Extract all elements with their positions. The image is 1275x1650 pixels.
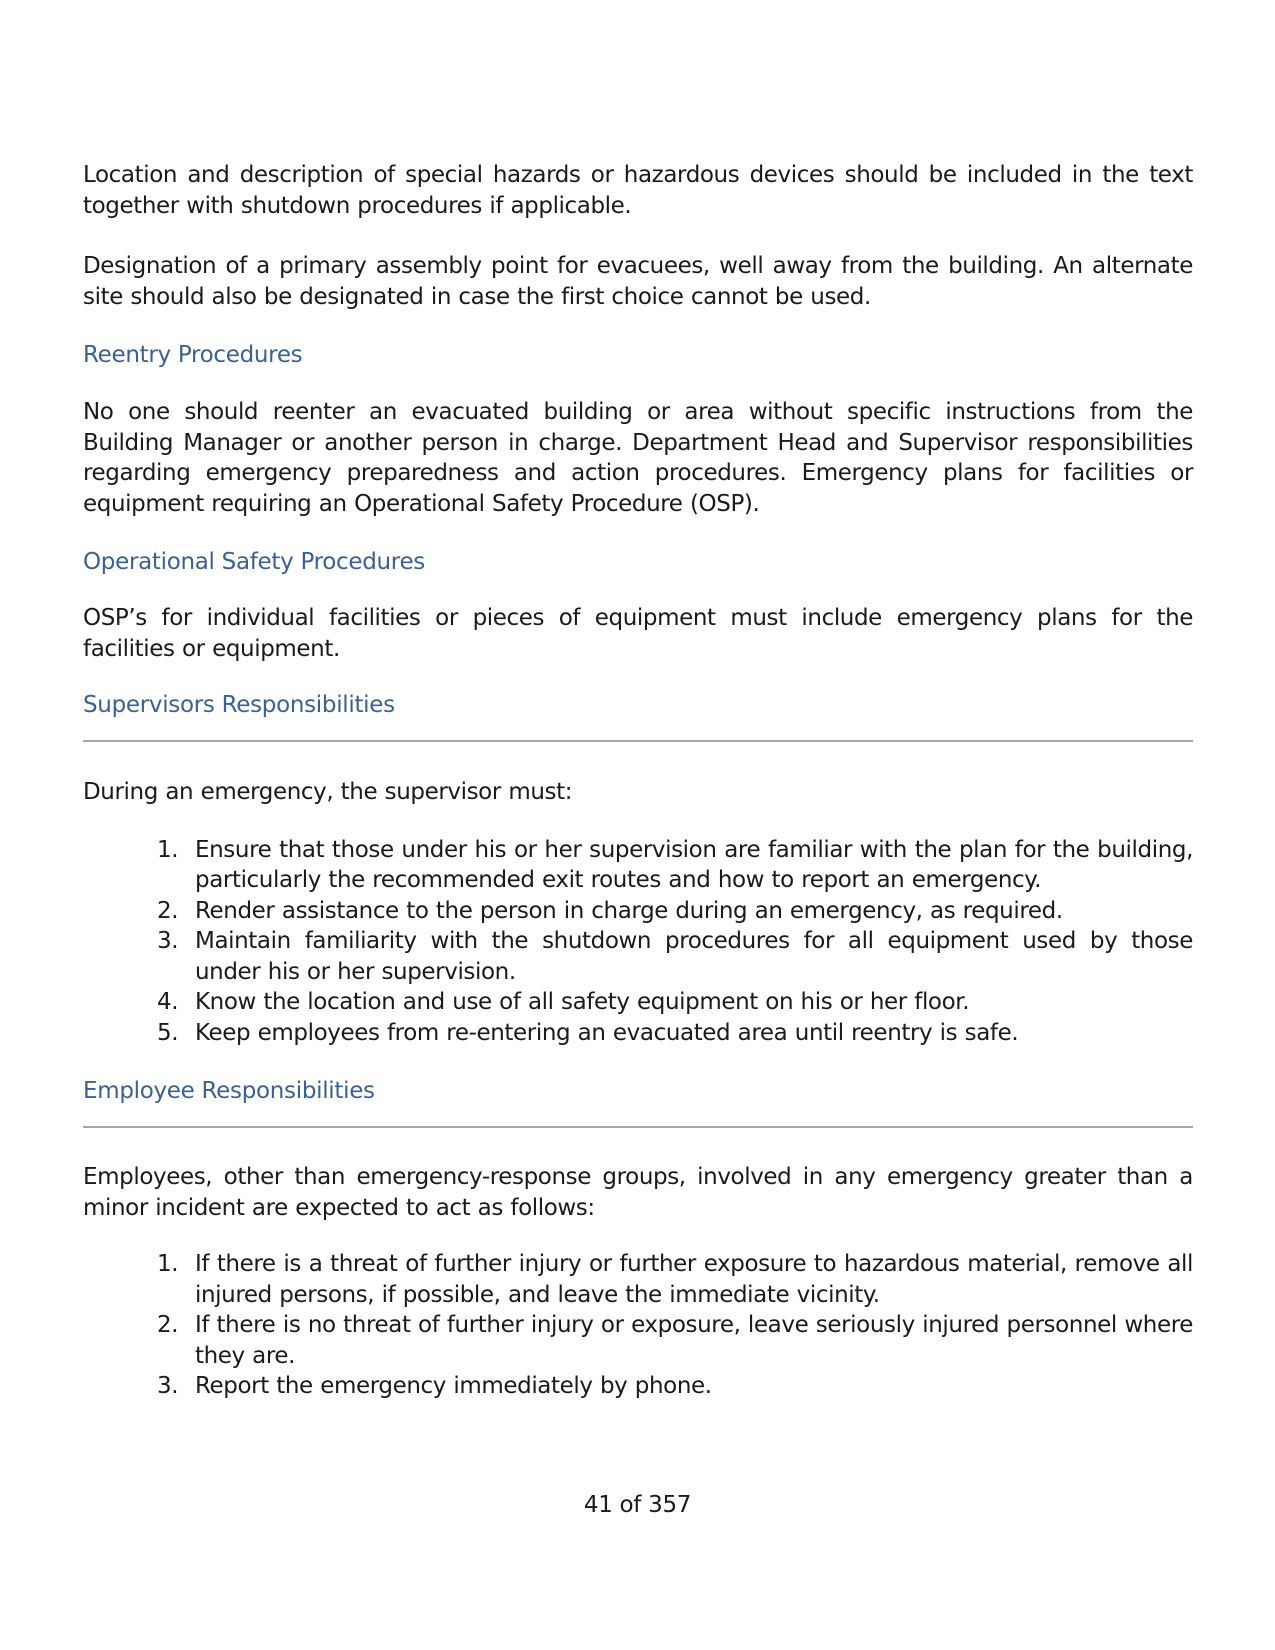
heading-reentry-procedures: Reentry Procedures (83, 342, 303, 368)
list-item-text: Maintain familiarity with the shutdown procedures for all equipment used by those under his or her supervision. (195, 928, 1193, 985)
list-item-text: Know the location and use of all safety equipment on his or her floor. (195, 989, 970, 1015)
list-item-text: If there is a threat of further injury or further exposure to hazardous material, remove all injured persons, if possible, and leave the immediate vicinity. (195, 1251, 1193, 1308)
list-item-number: 1. (157, 836, 179, 863)
osp-paragraph: OSP’s for individual facilities or pieces of equipment must include emergency plans for the facilities or equipment. (83, 605, 1193, 662)
list-item-text: Keep employees from re-entering an evacuated area until reentry is safe. (195, 1019, 1019, 1046)
heading-employee-responsibilities: Employee Responsibilities (83, 1078, 375, 1104)
heading-supervisors-responsibilities: Supervisors Responsibilities (83, 692, 395, 718)
list-item-number: 3. (157, 1373, 179, 1399)
supervisors-list (83, 835, 1193, 1049)
supervisors-intro: During an emergency, the supervisor must: (83, 779, 573, 805)
list-item (157, 1018, 1193, 1049)
intro-paragraph-assembly-point: Designation of a primary assembly point for evacuees, well away from the building. An alternate site should also be designated in case the first choice cannot be used. (83, 253, 1193, 310)
list-item-number: 5. (157, 1019, 179, 1046)
employees-intro: Employees, other than emergency-response groups, involved in any emergency greater than a minor incident are expected to act as follows: (83, 1164, 1193, 1221)
document-page (83, 160, 1193, 1402)
list-item-text: Render assistance to the person in charge during an emergency, as required. (195, 897, 1063, 924)
list-item (157, 987, 1193, 1018)
list-item (157, 1310, 1193, 1371)
list-item-text: Ensure that those under his or her supervision are familiar with the plan for the building, particularly the recommended exit routes and how to report an emergency. (195, 836, 1193, 893)
list-item-number: 4. (157, 989, 179, 1015)
employees-list (83, 1249, 1193, 1402)
list-item-number: 3. (157, 928, 179, 954)
list-item (157, 896, 1193, 927)
reentry-paragraph: No one should reenter an evacuated building or area without specific instructions from the Building Manager or another person in charge. Department Head and Supervisor responsibilities regarding emergency preparedness and action procedures. Emergency plans for facilities or equipment requiring an Operational Safety Procedure (OSP). (83, 399, 1193, 517)
list-item-text: Report the emergency immediately by phone. (195, 1373, 712, 1399)
list-item (157, 926, 1193, 987)
list-item (157, 835, 1193, 896)
list-item-text: If there is no threat of further injury or exposure, leave seriously injured personnel where they are. (195, 1312, 1193, 1369)
heading-operational-safety-procedures: Operational Safety Procedures (83, 549, 425, 575)
list-item-number: 2. (157, 1312, 179, 1338)
intro-paragraph-hazards: Location and description of special hazards or hazardous devices should be included in the text together with shutdown procedures if applicable. (83, 162, 1193, 219)
page-number: 41 of 357 (583, 1492, 692, 1518)
list-item (157, 1249, 1193, 1310)
list-item-number: 1. (157, 1251, 179, 1277)
list-item-number: 2. (157, 897, 179, 924)
list-item (157, 1371, 1193, 1402)
